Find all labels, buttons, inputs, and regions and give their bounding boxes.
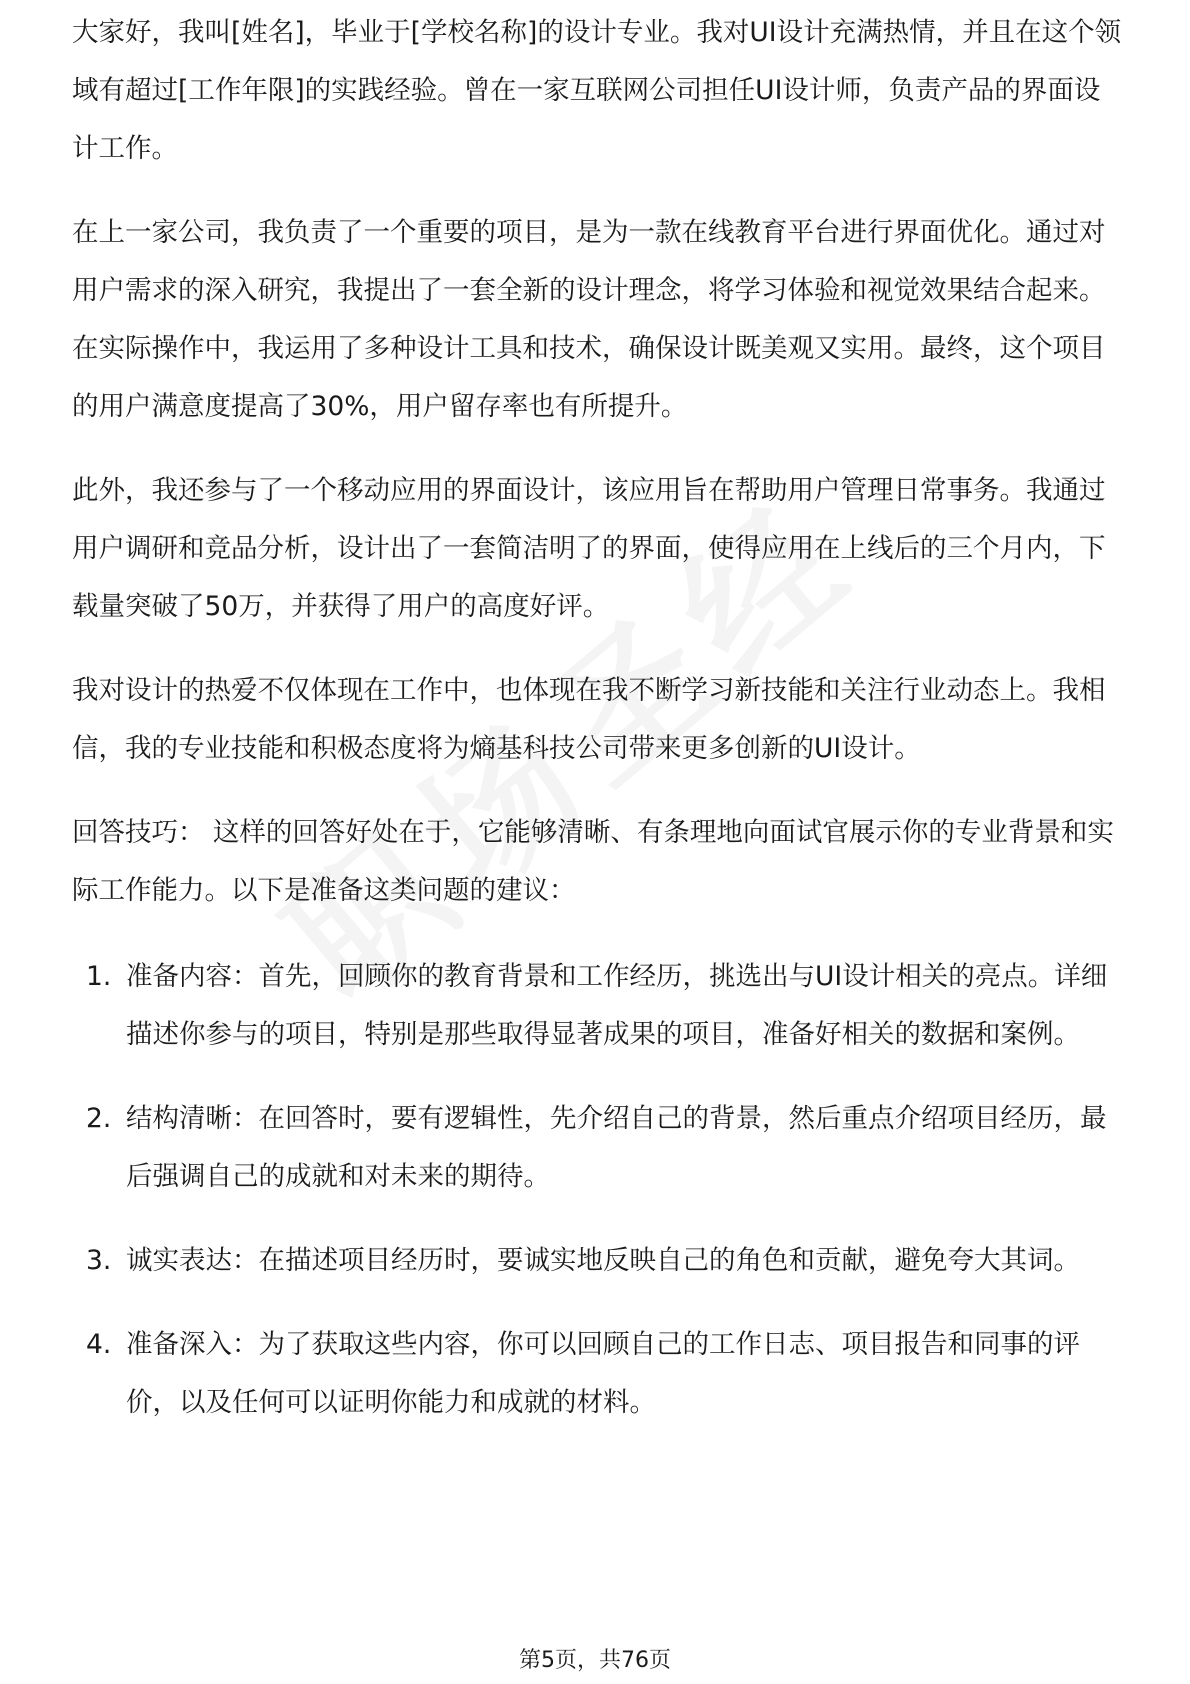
list-item-number: 3. bbox=[86, 1245, 112, 1276]
list-item-number: 1. bbox=[86, 961, 112, 992]
list-item-text: 诚实表达：在描述项目经历时，要诚实地反映自己的角色和贡献，避免夸大其词。 bbox=[126, 1245, 1080, 1276]
list-item bbox=[72, 1316, 1122, 1432]
project-paragraph: 在上一家公司，我负责了一个重要的项目，是为一款在线教育平台进行界面优化。通过对用户需求的深入研究，我提出了一套全新的设计理念，将学习体验和视觉效果结合起来。在实际操作中，我运用了多种设计工具和技术，确保设计既美观又实用。最终，这个项目的用户满意度提高了30%，用户留存率也有所提升。 bbox=[72, 217, 1106, 422]
page-number-footer: 第5页，共76页 bbox=[519, 1648, 671, 1673]
list-item-text: 准备内容：首先，回顾你的教育背景和工作经历，挑选出与UI设计相关的亮点。详细描述你参与的项目，特别是那些取得显著成果的项目，准备好相关的数据和案例。 bbox=[126, 961, 1108, 1050]
list-item-number: 4. bbox=[86, 1329, 112, 1360]
tips-list bbox=[72, 948, 1122, 1432]
list-item bbox=[72, 948, 1122, 1064]
list-item bbox=[72, 1232, 1122, 1290]
list-item-text: 结构清晰：在回答时，要有逻辑性，先介绍自己的背景，然后重点介绍项目经历，最后强调自己的成就和对未来的期待。 bbox=[126, 1103, 1107, 1192]
passion-paragraph: 我对设计的热爱不仅体现在工作中，也体现在我不断学习新技能和关注行业动态上。我相信，我的专业技能和积极态度将为熵基科技公司带来更多创新的UI设计。 bbox=[72, 675, 1106, 764]
intro-paragraph: 大家好，我叫[姓名]，毕业于[学校名称]的设计专业。我对UI设计充满热情，并且在这个领域有超过[工作年限]的实践经验。曾在一家互联网公司担任UI设计师，负责产品的界面设计工作。 bbox=[72, 17, 1122, 164]
mobile-app-paragraph: 此外，我还参与了一个移动应用的界面设计，该应用旨在帮助用户管理日常事务。我通过用户调研和竞品分析，设计出了一套简洁明了的界面，使得应用在上线后的三个月内，下载量突破了50万，并获得了用户的高度好评。 bbox=[72, 475, 1106, 622]
list-item bbox=[72, 1090, 1122, 1206]
list-item-number: 2. bbox=[86, 1103, 112, 1134]
answer-tips-paragraph: 回答技巧： 这样的回答好处在于，它能够清晰、有条理地向面试官展示你的专业背景和实际工作能力。以下是准备这类问题的建议： bbox=[72, 817, 1114, 906]
list-item-text: 准备深入：为了获取这些内容，你可以回顾自己的工作日志、项目报告和同事的评价，以及任何可以证明你能力和成就的材料。 bbox=[126, 1329, 1080, 1418]
page-content bbox=[72, 17, 1122, 1432]
